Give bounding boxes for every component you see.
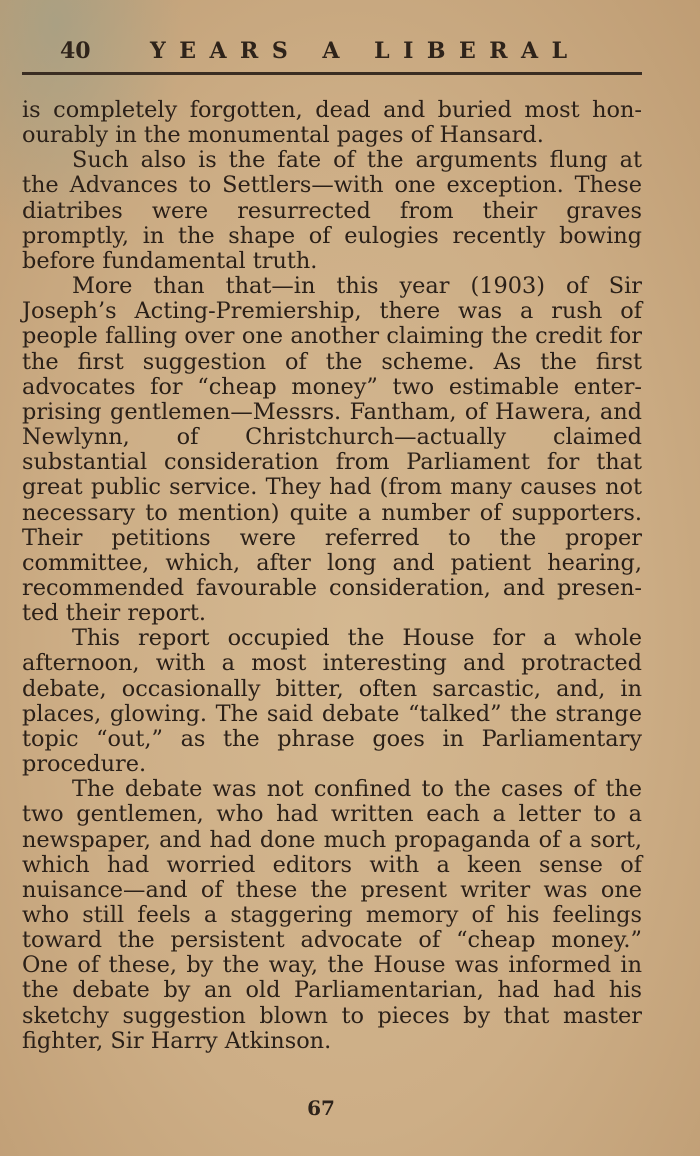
paragraph-continuation: is completely forgotten, dead and buried most honourably in the monumental pages of Hansard. [22, 97, 642, 149]
header-rule [22, 72, 642, 75]
running-header [60, 38, 620, 68]
header-page-number: 40 [60, 38, 91, 64]
paragraph-fate-of-arguments: Such also is the fate of the arguments flung at the Advances to Settlers—with one exception. These diatribes were resurrected from their graves promptly, in the shape of eulogies recently bowing before fundamental truth. [22, 147, 642, 274]
running-title: YEARS A LIBERAL [150, 38, 581, 64]
paragraph-report-debate: This report occupied the House for a whole afternoon, with a most interesting and protracted debate, occasionally bitter, often sarcastic, and, in places, glowing. The said debate “talked” the strange topic “out,” as the phrase goes in Parliamentary procedure. [22, 625, 642, 778]
paragraph-acting-premiership: More than that—in this year (1903) of Sir Joseph’s Acting-Premiership, there was a rush of people falling over one another claiming the credit for the first suggestion of the scheme. As the first advocates for “cheap money” two estimable enterprising gentlemen—Messrs. Fantham, of Hawera, and Newlynn, of Christchurch—actually claimed substantial consideration from Parliament for that great public service. They had (from many causes not necessary to mention) quite a number of supporters. Their petitions were referred to the proper committee, which, after long and patient hearing, recommended favourable consideration, and presented their report. [22, 273, 642, 627]
folio-number: 67 [307, 1096, 335, 1120]
body-text [22, 98, 642, 1054]
paragraph-debate-not-confined: The debate was not confined to the cases of the two gentlemen, who had written each a letter to a newspaper, and had done much propaganda of a sort, which had worried editors with a keen sense of nuisance—and of these the present writer was one who still feels a staggering memory of his feelings toward the persistent advocate of “cheap money.” One of these, by the way, the House was informed in the debate by an old Parliamentarian, had had his sketchy suggestion blown to pieces by that master fighter, Sir Harry Atkinson. [22, 776, 642, 1054]
